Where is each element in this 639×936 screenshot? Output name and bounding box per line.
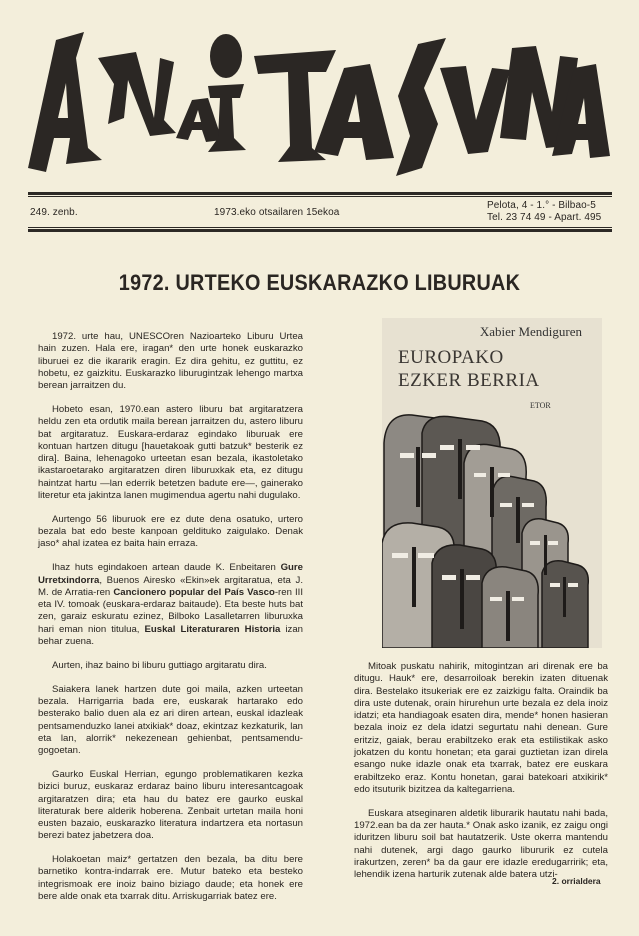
text: , Buenos Airesko «Ekin»ek argitaratua, eta J. M. de Arratia-ren <box>38 574 303 598</box>
article-right-column <box>354 661 608 893</box>
address-line-1: Pelota, 4 - 1.° - Bilbao-5 <box>487 200 596 211</box>
cover-author: Xabier Mendiguren <box>479 324 582 339</box>
masthead-logo <box>26 28 612 178</box>
paragraph: Aurtengo 56 liburuok ere ez dute dena osatuko, urtero bezala bat edo beste kanpoan geldituko zaigulako. Denak jaso* ahal izatea ez baita hain erraza. <box>38 513 303 550</box>
text: Ihaz huts egindakoen artean daude K. Enbeitaren <box>52 562 281 574</box>
continued-on-page: 2. orrialdera <box>552 876 601 886</box>
header-top-rule <box>28 192 612 195</box>
paragraph: Hobeto esan, 1970.ean astero liburu bat argitaratzera heldu zen eta ordutik maila berean jarraitzen du, astero liburu bat argitaratuz. Euskara-erdaraz egindako liburuak ere kontuan hartzen ditugu [hauetakoak gutti batzuk* besterik ez dira]. Baina, lehenagoko urteetan esan bezala, ikastoletako ikastaroetarako argitaratzen diren liburuxkak eta, ez ditugu haintzat hartu —lan ederrik betetzen badute ere—, gainerako literetur eta jakintza lanen mugimendua agertu nahi dugulako. <box>38 403 303 502</box>
paragraph: Holakoetan maiz* gertatzen den bezala, ba ditu bere barnetiko kontra-indarrak ere. Mutur bateko eta besteko integrismoak ere inoiz baino biziago daude; eta honek ere bere alde onak eta txarrak ditu. Arriskugarriak batez ere. <box>38 854 303 903</box>
header-bottom-rule <box>28 229 612 232</box>
issue-date: 1973.eko otsailaren 15ekoa <box>214 207 340 218</box>
text: -ren III eta IV. tomoak (euskara-erdaraz baitaude). Eta beste huts bat zen, garaiz eskuratu ezinez, Bilboko Lasalletarren liburuxka hari eman nion titulua, <box>38 586 303 635</box>
cover-publisher: ETOR <box>530 401 551 410</box>
cover-title-line-1: EUROPAKO <box>398 347 504 368</box>
header-top-rule-thin <box>28 196 612 197</box>
book-title: Euskal Literaturaren Historia <box>144 623 281 635</box>
publisher-address <box>487 200 639 224</box>
cover-illustration-faces <box>382 413 602 648</box>
book-title: Cancionero popular del País Vasco <box>113 586 275 598</box>
cover-title <box>398 346 598 392</box>
paragraph: Gaurko Euskal Herrian, egungo problematikaren kezka bizici buruz, euskaraz erdaraz baino liburu interesantcagoak argitaratzen dira; eta hau du batez ere gaurko euskal literaturak bere alderik hoberena. Zenbait urtetan maila honi eusten bazaio, euskarazko literatura indartzera eta nortasun berezi batez jabetzera doa. <box>38 768 303 842</box>
header-bottom-rule-thin <box>28 227 612 228</box>
paragraph: Euskara atseginaren aldetik liburarik hautatu nahi bada, 1972.ean ba da zer hauta.* Onak asko izanik, ez zaigu ongi iduritzen liburu soil bat hautatzerik. Uste okerra mantendu nahi dutenek, argi dago gaurko libururik ez cutela irakurtzen, zeren* ba da gaur ere idazle eredugarririk; eta, lehendik izena harturik zutenak alde batera utzi- <box>354 807 608 881</box>
paragraph: Aurten, ihaz baino bi liburu guttiago argitaratu dira. <box>52 659 267 671</box>
book-cover-image <box>382 318 602 648</box>
paragraph: Mitoak puskatu nahirik, mitogintzan ari direnak ere ba ditugu. Hauk* ere, desarroiloak berekin izaten dituenak dira. Bestelako itsukeriak ere ez zaizkigu falta. Oraindik ba dira uste dutenak, orain hirurehun urte bezala ez dela inoiz idatzi; eta handiagoak esaten dira, mende* honen hasieran bezala inoiz ez dela idatzi segurtatu nahi denean. Gure eritziz, gaiak, berau erabiltzeko erak eta estilistikak asko jokatzen du kontu honetan; eta garai guztietan izan direla esango nuke idazle onak eta txarrak, batez ere euskara erabiltzeko eraz. Kontu honetan, garai batekoari atxikirik* edo itsuturik bizitzea da kaltegarriena. <box>354 661 608 795</box>
text: izan behar zuena. <box>38 623 303 648</box>
issue-number: 249. zenb. <box>30 207 78 218</box>
paragraph <box>38 562 303 648</box>
book-title: Gure Urretxindorra <box>38 562 303 586</box>
masthead-title-art <box>26 28 612 178</box>
article-title: 1972. URTEKO EUSKARAZKO LIBURUAK <box>118 270 521 295</box>
paragraph: Saiakera lanek hartzen dute goi maila, azken urteetan bezala. Harrigarria bada ere, euskarak hartarako edo besterako balio duen ala ez ari diren artean, euskal idazleak pentsamenduzko lanei atxikiak* doaz, ekintzaz kezkaturik, lan eta lan, alorrik* nekezenean gehienbat, pentsamendu-gogoetan. <box>38 683 303 757</box>
article-left-column <box>38 331 303 915</box>
cover-title-line-2: EZKER BERRIA <box>398 370 540 391</box>
paragraph: 1972. urte hau, UNESCOren Nazioarteko Liburu Urtea hain zuzen. Hala ere, iragan* den urte honek euskarazko liburuei ez die ikararik eragin. Ez dira gehitu, ez guttitu, ez hobetu, ez gaizkitu. Euskarazko liburugintzak lehengo martxa berean jarraitzen du. <box>38 331 303 392</box>
address-line-2: Tel. 23 74 49 - Apart. 495 <box>487 212 602 223</box>
